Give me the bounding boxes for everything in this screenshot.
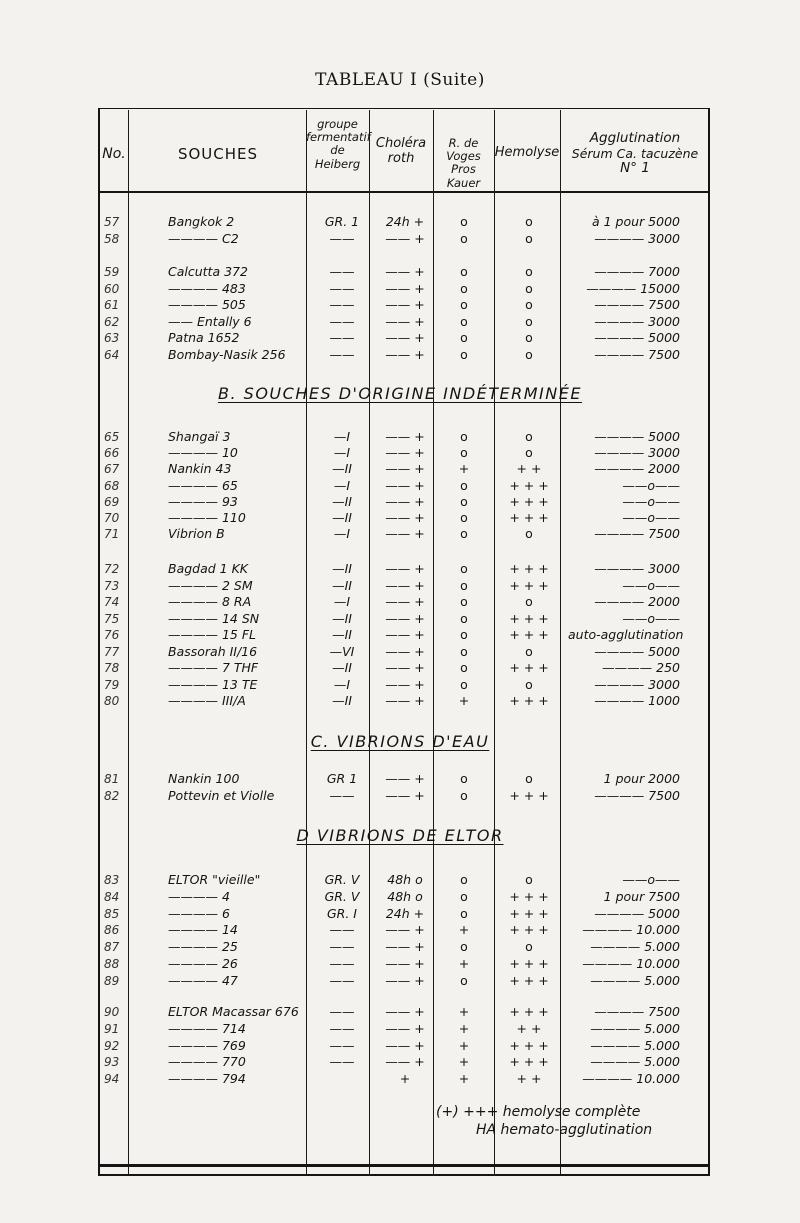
cell-hemo: + + + xyxy=(509,922,549,938)
cell-souche: ———— 769 xyxy=(168,1037,246,1053)
column-divider xyxy=(369,110,370,1174)
cell-n: 61 xyxy=(104,298,120,312)
cell-hemo: o xyxy=(525,280,533,296)
cell-n: 72 xyxy=(104,562,120,576)
cell-n: 86 xyxy=(104,923,120,938)
cell-agg: ———— 7500 xyxy=(594,787,680,803)
column-divider xyxy=(433,110,434,1174)
cell-souche: Shangaï 3 xyxy=(168,429,231,444)
cell-n: 78 xyxy=(104,661,120,675)
cell-n: 80 xyxy=(104,694,120,708)
cell-souche: —— Entally 6 xyxy=(168,313,252,329)
cell-agg: auto-agglutination xyxy=(568,627,684,642)
cell-voges: o xyxy=(460,594,468,609)
cell-n: 69 xyxy=(104,494,120,509)
cell-voges: + xyxy=(458,1071,470,1087)
cell-voges: o xyxy=(460,214,468,229)
cell-agg: ———— 3000 xyxy=(594,561,680,576)
cell-groupe: —— xyxy=(329,922,355,938)
cell-souche: ———— 110 xyxy=(168,510,246,525)
cell-n: 90 xyxy=(104,1005,120,1019)
cell-cholera: —— + xyxy=(385,972,425,988)
cell-hemo: o xyxy=(525,313,533,329)
cell-souche: ———— 13 TE xyxy=(168,676,258,692)
cell-voges: o xyxy=(460,676,468,692)
column-divider xyxy=(494,110,495,1174)
cell-agg: ——o—— xyxy=(622,493,680,509)
cell-n: 63 xyxy=(104,331,120,345)
cell-souche: ———— 93 xyxy=(168,493,238,509)
cell-agg: ——o—— xyxy=(622,477,680,493)
cell-cholera: —— + xyxy=(385,346,425,362)
header-hemolyse: Hemolyse xyxy=(494,145,560,160)
cell-n: 57 xyxy=(104,215,120,229)
cell-groupe: —— xyxy=(329,264,355,279)
cell-hemo: o xyxy=(525,230,533,246)
cell-souche: ———— 26 xyxy=(168,956,238,971)
cell-agg: 1 pour 2000 xyxy=(603,771,680,786)
cell-n: 68 xyxy=(104,478,120,493)
cell-n: 70 xyxy=(104,511,120,525)
cell-agg: ———— 7500 xyxy=(594,297,680,312)
cell-voges: o xyxy=(460,493,468,509)
cell-hemo: + + + xyxy=(509,610,549,626)
cell-agg: ———— 2000 xyxy=(594,594,680,609)
cell-souche: Vibrion B xyxy=(168,526,225,542)
section-c-title: C. VIBRIONS D'EAU xyxy=(310,732,490,751)
cell-n: 85 xyxy=(104,906,120,921)
cell-voges: o xyxy=(460,477,468,493)
cell-souche: Pottevin et Violle xyxy=(168,787,275,803)
cell-cholera: —— + xyxy=(385,280,425,296)
cell-voges: + xyxy=(458,956,470,971)
cell-voges: o xyxy=(460,526,468,542)
cell-cholera: —— + xyxy=(385,1020,425,1036)
column-divider xyxy=(306,110,307,1174)
cell-hemo: + + + xyxy=(509,956,549,971)
cell-hemo: o xyxy=(525,346,533,362)
cell-cholera: —— + xyxy=(385,922,425,938)
cell-cholera: —— + xyxy=(385,230,425,246)
cell-cholera: —— + xyxy=(385,1037,425,1053)
cell-hemo: + + + xyxy=(509,972,549,988)
cell-n: 71 xyxy=(104,527,120,542)
cell-voges: + xyxy=(458,1020,470,1036)
cell-n: 75 xyxy=(104,611,120,626)
cell-agg: ——o—— xyxy=(622,577,680,593)
cell-groupe: —I xyxy=(333,429,351,444)
cell-groupe: —I xyxy=(333,594,351,609)
header-no: No. xyxy=(102,146,126,162)
cell-voges: o xyxy=(460,610,468,626)
header-divider xyxy=(98,191,710,193)
section-d-title: D VIBRIONS DE ELTOR xyxy=(296,826,504,845)
cell-voges: o xyxy=(460,230,468,246)
cell-cholera: —— + xyxy=(385,313,425,329)
bottom-rule xyxy=(98,1164,710,1167)
cell-n: 93 xyxy=(104,1055,120,1070)
cell-souche: ———— 8 RA xyxy=(168,594,252,609)
cell-n: 79 xyxy=(104,677,120,692)
cell-n: 87 xyxy=(104,940,120,955)
cell-n: 64 xyxy=(104,347,120,362)
cell-voges: + xyxy=(458,693,470,708)
cell-groupe: —VI xyxy=(329,643,355,659)
cell-cholera: —— + xyxy=(385,297,425,312)
cell-voges: o xyxy=(460,561,468,576)
cell-groupe: —II xyxy=(332,627,352,642)
cell-hemo: o xyxy=(525,330,533,345)
cell-groupe: —II xyxy=(332,693,352,708)
cell-souche: ———— 770 xyxy=(168,1054,246,1070)
cell-agg: ———— 5000 xyxy=(594,643,680,659)
cell-hemo: + + xyxy=(516,1071,542,1087)
cell-cholera: —— + xyxy=(385,787,425,803)
cell-voges: o xyxy=(460,872,468,887)
cell-voges: o xyxy=(460,264,468,279)
cell-voges: o xyxy=(460,577,468,593)
cell-groupe: —— xyxy=(329,787,355,803)
cell-cholera: —— + xyxy=(385,510,425,525)
cell-groupe: —— xyxy=(329,1054,355,1070)
cell-n: 84 xyxy=(104,889,120,904)
cell-voges: o xyxy=(460,280,468,296)
cell-hemo: + + + xyxy=(509,660,549,675)
cell-voges: + xyxy=(458,461,470,477)
cell-n: 76 xyxy=(104,628,120,642)
cell-voges: o xyxy=(460,429,468,444)
cell-n: 60 xyxy=(104,281,120,296)
cell-cholera: —— + xyxy=(385,330,425,345)
cell-groupe: —— xyxy=(329,956,355,971)
cell-n: 74 xyxy=(104,595,120,609)
cell-voges: o xyxy=(460,643,468,659)
cell-souche: Bassorah II/16 xyxy=(168,643,258,659)
cell-n: 58 xyxy=(104,231,120,246)
cell-cholera: —— + xyxy=(385,693,425,708)
cell-voges: o xyxy=(460,939,468,955)
cell-souche: ———— 7 THF xyxy=(168,660,259,675)
cell-souche: ELTOR Macassar 676 xyxy=(168,1004,299,1019)
cell-n: 65 xyxy=(104,430,120,444)
cell-agg: ———— 250 xyxy=(602,660,680,675)
cell-cholera: 48h o xyxy=(387,872,423,887)
page-title: TABLEAU I (Suite) xyxy=(315,70,485,90)
cell-cholera: 24h + xyxy=(385,905,425,921)
cell-groupe: —II xyxy=(332,561,352,576)
cell-souche: Patna 1652 xyxy=(168,330,240,345)
cell-hemo: + + + xyxy=(509,627,549,642)
cell-groupe: —II xyxy=(332,461,352,477)
cell-agg: ———— 7500 xyxy=(594,346,680,362)
cell-hemo: o xyxy=(525,594,533,609)
cell-hemo: + + xyxy=(516,461,542,477)
cell-souche: Bombay-Nasik 256 xyxy=(168,346,286,362)
cell-agg: ———— 7500 xyxy=(594,1004,680,1019)
cell-voges: o xyxy=(460,297,468,312)
cell-voges: + xyxy=(458,1004,470,1019)
cell-souche: ———— 65 xyxy=(168,477,238,493)
cell-cholera: —— + xyxy=(385,956,425,971)
cell-voges: + xyxy=(458,922,470,938)
cell-agg: ——o—— xyxy=(622,610,680,626)
cell-voges: o xyxy=(460,888,468,904)
cell-hemo: o xyxy=(525,872,533,887)
cell-souche: Bagdad 1 KK xyxy=(168,561,248,576)
cell-cholera: —— + xyxy=(385,643,425,659)
cell-souche: ———— 714 xyxy=(168,1020,246,1036)
cell-groupe: GR. 1 xyxy=(324,214,360,229)
cell-groupe: —— xyxy=(329,1020,355,1036)
cell-hemo: + + + xyxy=(509,888,549,904)
cell-voges: o xyxy=(460,346,468,362)
cell-cholera: —— + xyxy=(385,264,425,279)
cell-souche: ———— 14 xyxy=(168,922,238,938)
footnote-hemato: HA hemato-agglutination xyxy=(476,1122,653,1138)
cell-hemo: + + + xyxy=(509,493,549,509)
cell-groupe: GR. I xyxy=(326,905,357,921)
cell-voges: o xyxy=(460,771,468,786)
cell-groupe: —— xyxy=(329,346,355,362)
cell-cholera: —— + xyxy=(385,477,425,493)
cell-groupe: —— xyxy=(329,939,355,955)
cell-souche: ———— 47 xyxy=(168,972,238,988)
cell-agg: ———— 5.000 xyxy=(590,939,680,955)
cell-agg: ———— 3000 xyxy=(594,230,680,246)
cell-cholera: —— + xyxy=(385,771,425,786)
cell-n: 73 xyxy=(104,578,120,593)
cell-agg: ———— 15000 xyxy=(586,280,680,296)
cell-groupe: —— xyxy=(329,1004,355,1019)
cell-groupe: —— xyxy=(329,1037,355,1053)
cell-cholera: 48h o xyxy=(387,888,423,904)
cell-cholera: —— + xyxy=(385,676,425,692)
cell-agg: ———— 3000 xyxy=(594,676,680,692)
cell-souche: Nankin 43 xyxy=(168,461,232,477)
cell-agg: ———— 3000 xyxy=(594,445,680,461)
cell-n: 91 xyxy=(104,1021,120,1036)
cell-agg: ———— 5.000 xyxy=(590,1037,680,1053)
cell-voges: + xyxy=(458,1054,470,1070)
cell-hemo: + + + xyxy=(509,693,549,708)
cell-agg: ———— 7000 xyxy=(594,264,680,279)
cell-souche: ———— III/A xyxy=(168,693,246,708)
cell-cholera: —— + xyxy=(385,660,425,675)
header-voges: R. de Voges Pros Kauer xyxy=(446,136,481,190)
cell-groupe: —II xyxy=(332,510,352,525)
cell-agg: ———— 10.000 xyxy=(582,956,680,971)
cell-cholera: + xyxy=(399,1071,411,1087)
cell-hemo: + + + xyxy=(509,477,549,493)
cell-souche: ———— C2 xyxy=(168,230,239,246)
cell-hemo: + + + xyxy=(509,1054,549,1070)
cell-souche: Nankin 100 xyxy=(168,771,240,786)
cell-agg: ———— 5000 xyxy=(594,330,680,345)
cell-agg: ———— 10.000 xyxy=(582,1071,680,1087)
cell-groupe: —— xyxy=(329,313,355,329)
cell-cholera: —— + xyxy=(385,1054,425,1070)
cell-voges: o xyxy=(460,330,468,345)
cell-groupe: —— xyxy=(329,280,355,296)
cell-agg: à 1 pour 5000 xyxy=(592,214,680,229)
cell-agg: ———— 1000 xyxy=(594,693,680,708)
header-cholera: Choléra roth xyxy=(375,136,427,166)
cell-cholera: —— + xyxy=(385,627,425,642)
cell-groupe: —— xyxy=(329,330,355,345)
cell-souche: ———— 10 xyxy=(168,445,238,461)
cell-voges: + xyxy=(458,1037,470,1053)
cell-n: 83 xyxy=(104,873,120,887)
cell-hemo: + + xyxy=(516,1020,542,1036)
cell-cholera: —— + xyxy=(385,939,425,955)
cell-groupe: —— xyxy=(329,230,355,246)
cell-agg: ———— 5000 xyxy=(594,905,680,921)
cell-souche: Bangkok 2 xyxy=(168,214,235,229)
cell-souche: ———— 25 xyxy=(168,939,238,955)
cell-hemo: o xyxy=(525,264,533,279)
cell-souche: ———— 505 xyxy=(168,297,246,312)
cell-voges: o xyxy=(460,313,468,329)
cell-agg: ———— 3000 xyxy=(594,313,680,329)
cell-groupe: —I xyxy=(333,676,351,692)
cell-cholera: —— + xyxy=(385,493,425,509)
cell-agg: ———— 10.000 xyxy=(582,922,680,938)
cell-cholera: —— + xyxy=(385,561,425,576)
header-agglutination: Agglutination Sérum Ca. tacuzène N° 1 xyxy=(571,130,699,176)
cell-groupe: —II xyxy=(332,660,352,675)
cell-agg: ——o—— xyxy=(622,872,680,887)
cell-souche: ———— 15 FL xyxy=(168,627,257,642)
cell-hemo: o xyxy=(525,771,533,786)
cell-agg: ———— 5.000 xyxy=(590,1020,680,1036)
cell-hemo: o xyxy=(525,526,533,542)
cell-agg: ———— 2000 xyxy=(594,461,680,477)
section-b-title: B. SOUCHES D'ORIGINE INDÉTERMINÉE xyxy=(218,384,582,403)
cell-cholera: —— + xyxy=(385,445,425,461)
cell-groupe: —II xyxy=(332,610,352,626)
cell-souche: ———— 483 xyxy=(168,280,246,296)
cell-souche: ———— 2 SM xyxy=(168,577,253,593)
column-divider xyxy=(560,110,561,1174)
cell-hemo: o xyxy=(525,429,533,444)
cell-groupe: —I xyxy=(333,445,351,461)
cell-souche: ELTOR "vieille" xyxy=(168,872,261,887)
cell-cholera: —— + xyxy=(385,594,425,609)
cell-cholera: —— + xyxy=(385,610,425,626)
cell-n: 66 xyxy=(104,446,120,461)
cell-souche: ———— 794 xyxy=(168,1071,246,1087)
cell-cholera: —— + xyxy=(385,429,425,444)
cell-groupe: GR 1 xyxy=(326,771,358,786)
cell-agg: ———— 7500 xyxy=(594,526,680,542)
cell-hemo: + + + xyxy=(509,905,549,921)
cell-voges: o xyxy=(460,660,468,675)
cell-groupe: GR. V xyxy=(324,872,360,887)
cell-souche: ———— 14 SN xyxy=(168,610,260,626)
cell-cholera: —— + xyxy=(385,1004,425,1019)
cell-hemo: o xyxy=(525,214,533,229)
cell-agg: ———— 5000 xyxy=(594,429,680,444)
cell-agg: ———— 5.000 xyxy=(590,1054,680,1070)
cell-n: 81 xyxy=(104,772,120,786)
cell-groupe: —— xyxy=(329,297,355,312)
cell-voges: o xyxy=(460,972,468,988)
cell-groupe: —— xyxy=(329,972,355,988)
header-souches: SOUCHES xyxy=(177,145,259,163)
cell-n: 88 xyxy=(104,957,120,971)
cell-groupe: —I xyxy=(333,526,351,542)
cell-hemo: + + + xyxy=(509,787,549,803)
cell-agg: 1 pour 7500 xyxy=(603,888,680,904)
cell-voges: o xyxy=(460,905,468,921)
cell-cholera: —— + xyxy=(385,577,425,593)
footnote-hemolyse: (+) +++ hemolyse complète xyxy=(436,1104,641,1120)
cell-n: 82 xyxy=(104,788,120,803)
cell-hemo: o xyxy=(525,297,533,312)
cell-voges: o xyxy=(460,510,468,525)
cell-agg: ———— 5.000 xyxy=(590,972,680,988)
cell-souche: Calcutta 372 xyxy=(168,264,248,279)
cell-hemo: o xyxy=(525,643,533,659)
cell-hemo: + + + xyxy=(509,577,549,593)
cell-groupe: —II xyxy=(332,577,352,593)
cell-groupe: GR. V xyxy=(324,888,360,904)
cell-cholera: 24h + xyxy=(385,214,425,229)
cell-cholera: —— + xyxy=(385,461,425,477)
header-groupe: groupe fermentatif de Heiberg xyxy=(306,117,371,171)
cell-hemo: o xyxy=(525,676,533,692)
cell-n: 89 xyxy=(104,973,120,988)
cell-souche: ———— 6 xyxy=(168,905,230,921)
cell-voges: o xyxy=(460,445,468,461)
cell-hemo: + + + xyxy=(509,510,549,525)
cell-n: 62 xyxy=(104,314,120,329)
cell-cholera: —— + xyxy=(385,526,425,542)
cell-hemo: + + + xyxy=(509,561,549,576)
cell-voges: o xyxy=(460,627,468,642)
cell-voges: o xyxy=(460,787,468,803)
cell-n: 94 xyxy=(104,1072,120,1087)
cell-hemo: o xyxy=(525,939,533,955)
cell-hemo: + + + xyxy=(509,1004,549,1019)
cell-n: 59 xyxy=(104,265,120,279)
cell-hemo: o xyxy=(525,445,533,461)
cell-agg: ——o—— xyxy=(622,510,680,525)
cell-n: 92 xyxy=(104,1038,120,1053)
cell-n: 77 xyxy=(104,644,120,659)
cell-n: 67 xyxy=(104,462,120,477)
cell-groupe: —II xyxy=(332,493,352,509)
cell-hemo: + + + xyxy=(509,1037,549,1053)
cell-groupe: —I xyxy=(333,477,351,493)
cell-souche: ———— 4 xyxy=(168,888,230,904)
